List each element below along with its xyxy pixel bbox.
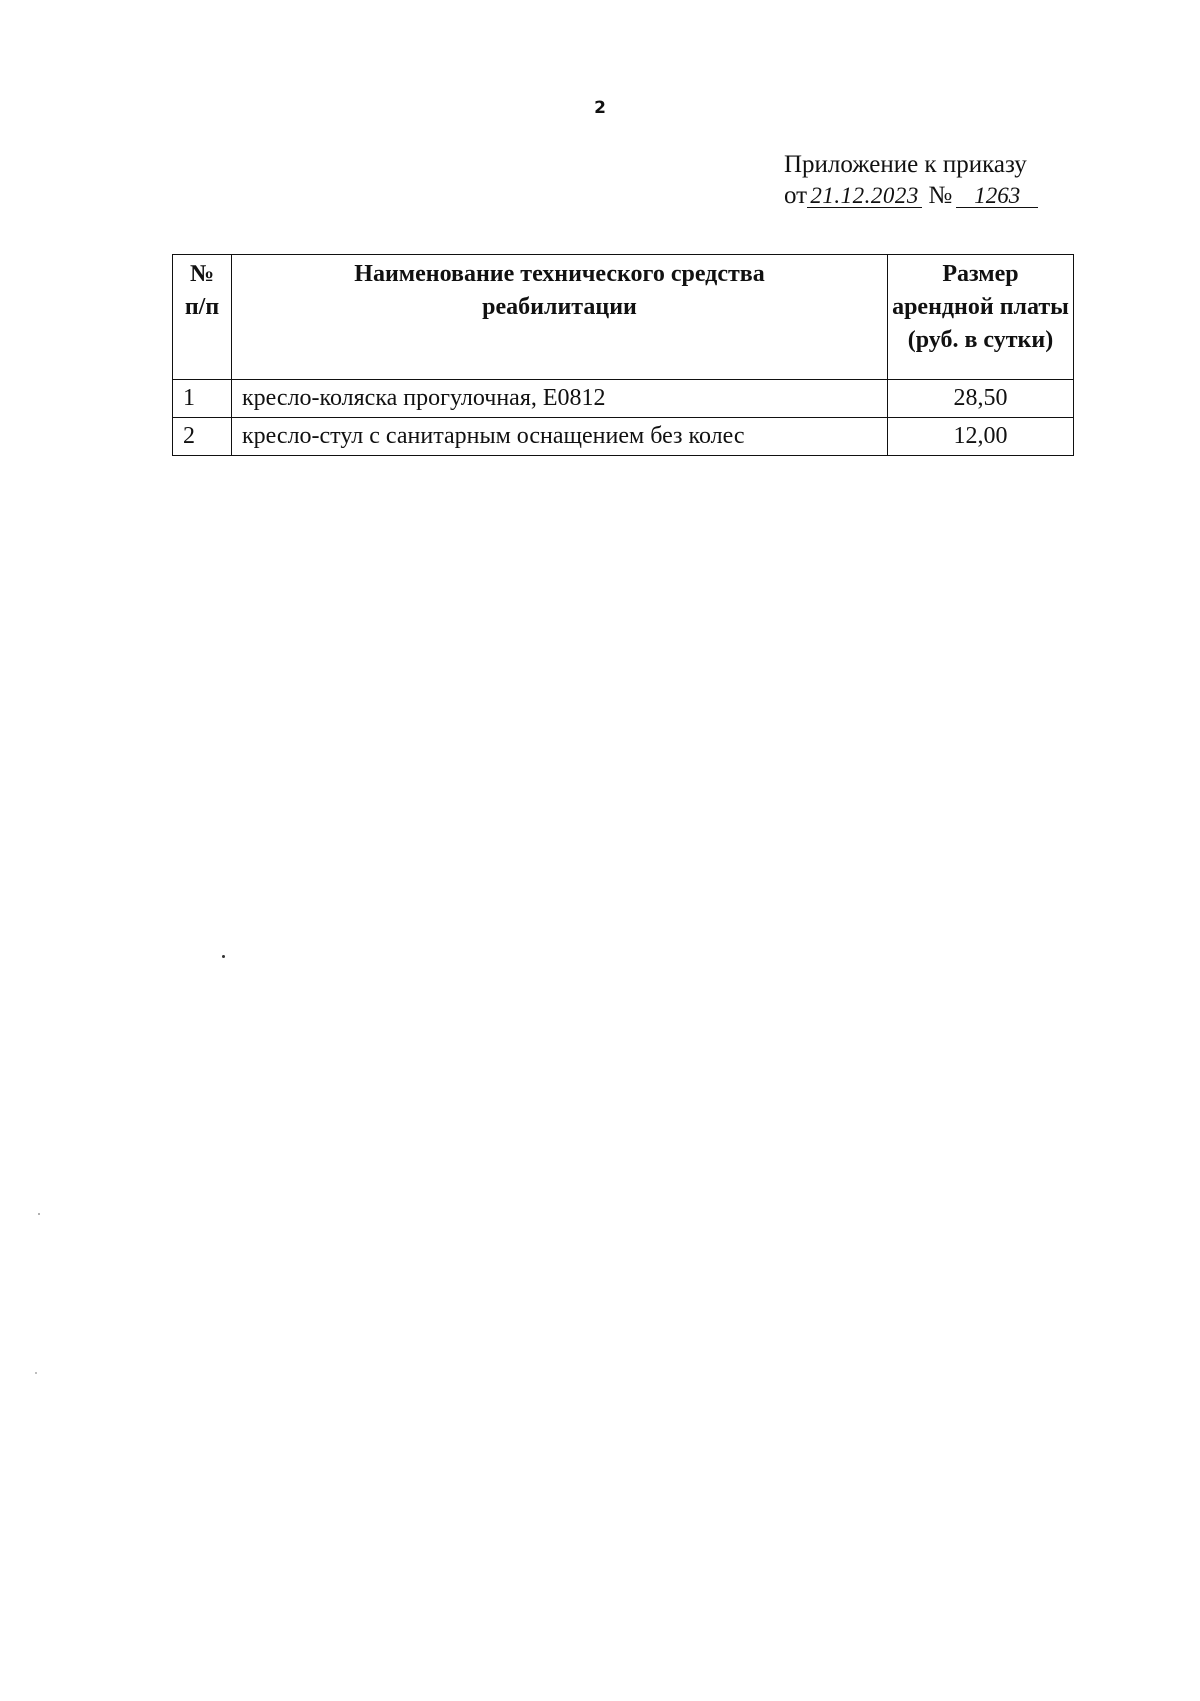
scan-speck — [35, 1372, 37, 1374]
order-date-handwritten: 21.12.2023 — [807, 185, 922, 208]
scan-speck — [38, 1213, 40, 1215]
appendix-reference — [784, 149, 1038, 211]
row-num: 2 — [173, 418, 232, 456]
order-reference-line — [784, 180, 1038, 211]
order-from-prefix: от — [784, 182, 808, 209]
header-num: № п/п — [173, 255, 232, 380]
rehabilitation-equipment-table — [172, 254, 1074, 456]
appendix-title: Приложение к приказу — [784, 151, 1027, 178]
header-name: Наименование технического средства реабилитации — [232, 255, 888, 380]
page-number: 2 — [594, 98, 606, 118]
header-price: Размер арендной платы (руб. в сутки) — [888, 255, 1074, 380]
row-price: 12,00 — [888, 418, 1074, 456]
table-header-row — [173, 255, 1074, 380]
row-price: 28,50 — [888, 380, 1074, 418]
order-number-sign: № — [928, 182, 953, 209]
table-row — [173, 380, 1074, 418]
scan-speck — [222, 955, 225, 958]
row-name: кресло-стул с санитарным оснащением без колес — [232, 418, 888, 456]
order-number-handwritten: 1263 — [956, 185, 1038, 208]
row-name: кресло-коляска прогулочная, Е0812 — [232, 380, 888, 418]
table-row — [173, 418, 1074, 456]
row-num: 1 — [173, 380, 232, 418]
